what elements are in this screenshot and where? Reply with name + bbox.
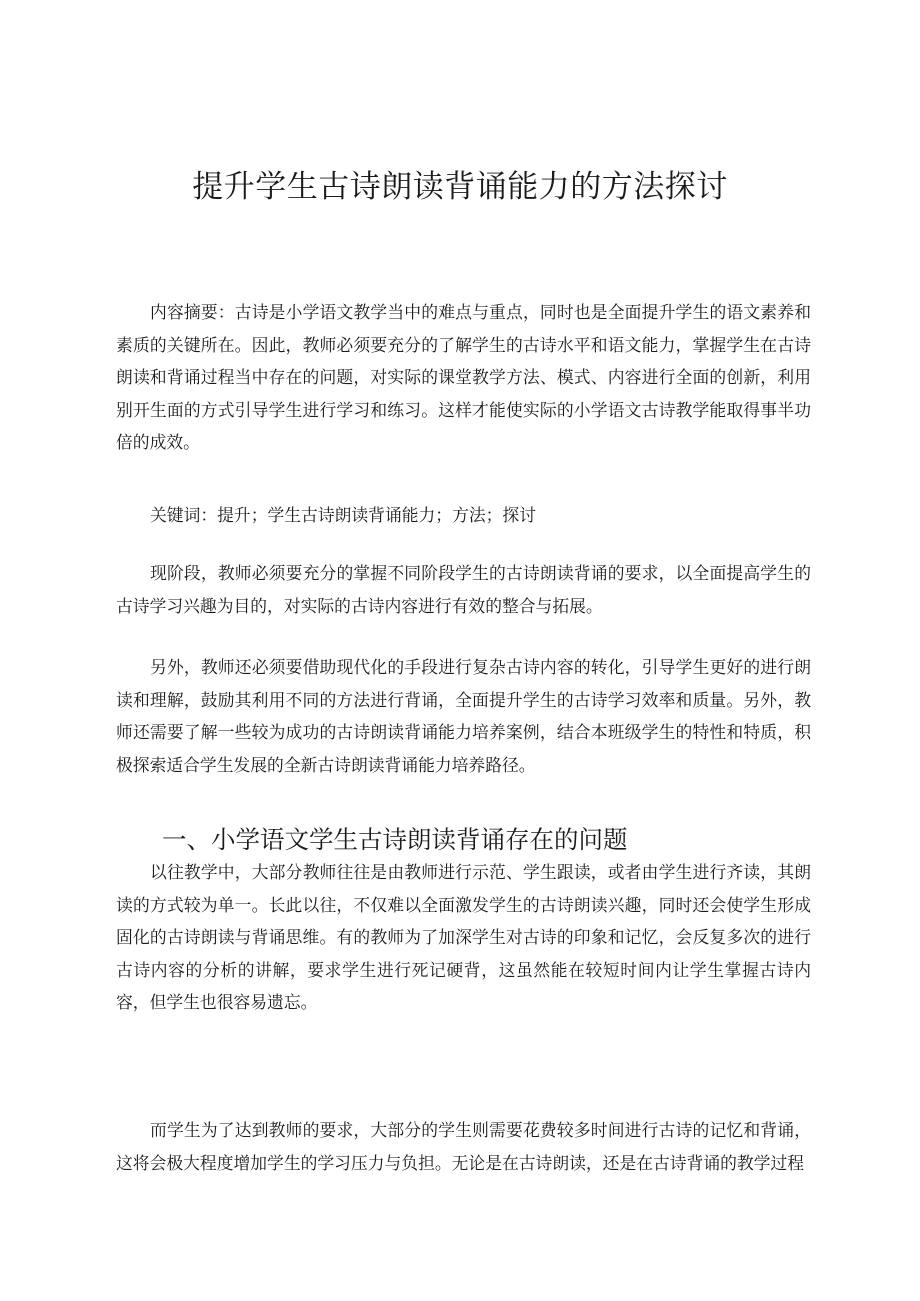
- keywords-paragraph: 关键词：提升；学生古诗朗读背诵能力；方法；探讨: [150, 505, 536, 525]
- section1-paragraph-2: 而学生为了达到教师的要求，大部分的学生则需要花费较多时间进行古诗的记忆和背诵，这将会极大程度增加学生的学习压力与负担。无论是在古诗朗读，还是在古诗背诵的教学过程: [116, 1120, 811, 1173]
- abstract-paragraph: 内容摘要：古诗是小学语文教学当中的难点与重点，同时也是全面提升学生的语文素养和素质的关键所在。因此，教师必须要充分的了解学生的古诗水平和语文能力，掌握学生在古诗朗读和背诵过程当中存在的问题，对实际的课堂教学方法、模式、内容进行全面的创新，利用别开生面的方式引导学生进行学习和练习。这样才能使实际的小学语文古诗教学能取得事半功倍的成效。: [116, 302, 811, 452]
- document-title: 提升学生古诗朗读背诵能力的方法探讨: [192, 169, 728, 205]
- intro-paragraph-2: 另外，教师还必须要借助现代化的手段进行复杂古诗内容的转化，引导学生更好的进行朗读和理解，鼓励其利用不同的方法进行背诵，全面提升学生的古诗学习效率和质量。另外，教师还需要了解一些较为成功的古诗朗读背诵能力培养案例，结合本班级学生的特性和特质，积极探索适合学生发展的全新古诗朗读背诵能力培养路径。: [116, 657, 811, 775]
- intro-paragraph-1: 现阶段，教师必须要充分的掌握不同阶段学生的古诗朗读背诵的要求，以全面提高学生的古诗学习兴趣为目的，对实际的古诗内容进行有效的整合与拓展。: [116, 563, 811, 616]
- section-heading-1: 一、小学语文学生古诗朗读背诵存在的问题: [162, 825, 628, 854]
- section1-paragraph-1: 以往教学中，大部分教师往往是由教师进行示范、学生跟读，或者由学生进行齐读，其朗读的方式较为单一。长此以往，不仅难以全面激发学生的古诗朗读兴趣，同时还会使学生形成固化的古诗朗读与背诵思维。有的教师为了加深学生对古诗的印象和记忆，会反复多次的进行古诗内容的分析的讲解，要求学生进行死记硬背，这虽然能在较短时间内让学生掌握古诗内容，但学生也很容易遗忘。: [116, 862, 811, 1012]
